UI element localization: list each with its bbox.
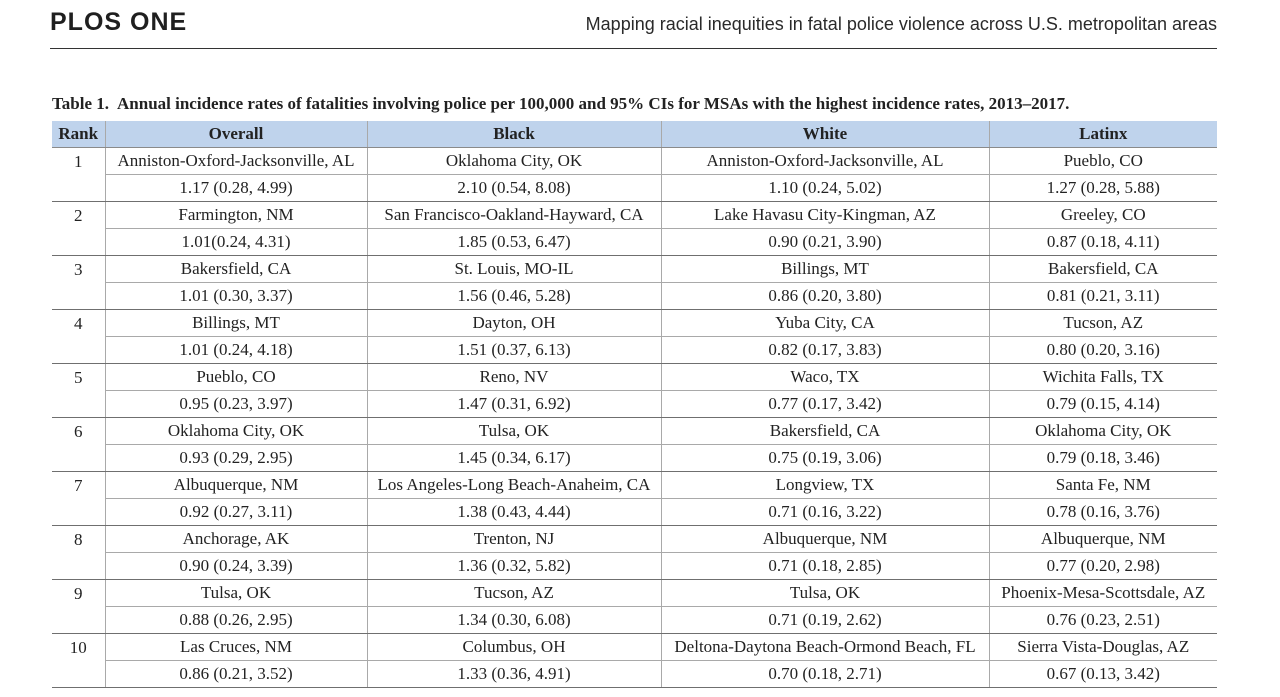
latinx-rate-cell: 0.76 (0.23, 2.51) bbox=[989, 607, 1217, 634]
table-body bbox=[52, 148, 1217, 688]
black-area-cell: Oklahoma City, OK bbox=[367, 148, 661, 175]
table-row-area bbox=[52, 256, 1217, 283]
table-row-rate bbox=[52, 445, 1217, 472]
latinx-rate-cell: 0.77 (0.20, 2.98) bbox=[989, 553, 1217, 580]
table-row-rate bbox=[52, 391, 1217, 418]
black-rate-cell: 1.36 (0.32, 5.82) bbox=[367, 553, 661, 580]
column-header-overall: Overall bbox=[105, 121, 367, 148]
rank-cell: 7 bbox=[52, 472, 105, 526]
white-area-cell: Billings, MT bbox=[661, 256, 989, 283]
black-rate-cell: 1.38 (0.43, 4.44) bbox=[367, 499, 661, 526]
black-area-cell: Dayton, OH bbox=[367, 310, 661, 337]
overall-area-cell: Anchorage, AK bbox=[105, 526, 367, 553]
rank-cell: 5 bbox=[52, 364, 105, 418]
overall-rate-cell: 1.01 (0.30, 3.37) bbox=[105, 283, 367, 310]
column-header-black: Black bbox=[367, 121, 661, 148]
table-row-area bbox=[52, 310, 1217, 337]
table-row-rate bbox=[52, 229, 1217, 256]
rank-cell: 8 bbox=[52, 526, 105, 580]
black-rate-cell: 1.85 (0.53, 6.47) bbox=[367, 229, 661, 256]
table-row-rate bbox=[52, 175, 1217, 202]
white-area-cell: Tulsa, OK bbox=[661, 580, 989, 607]
latinx-area-cell: Pueblo, CO bbox=[989, 148, 1217, 175]
latinx-area-cell: Sierra Vista-Douglas, AZ bbox=[989, 634, 1217, 661]
overall-rate-cell: 0.93 (0.29, 2.95) bbox=[105, 445, 367, 472]
rank-cell: 3 bbox=[52, 256, 105, 310]
table-row-area bbox=[52, 148, 1217, 175]
table-row-rate bbox=[52, 283, 1217, 310]
overall-rate-cell: 0.90 (0.24, 3.39) bbox=[105, 553, 367, 580]
column-header-rank: Rank bbox=[52, 121, 105, 148]
latinx-rate-cell: 0.67 (0.13, 3.42) bbox=[989, 661, 1217, 688]
latinx-area-cell: Santa Fe, NM bbox=[989, 472, 1217, 499]
rank-cell: 6 bbox=[52, 418, 105, 472]
black-rate-cell: 1.56 (0.46, 5.28) bbox=[367, 283, 661, 310]
overall-area-cell: Farmington, NM bbox=[105, 202, 367, 229]
running-title: Mapping racial inequities in fatal police violence across U.S. metropolitan areas bbox=[585, 14, 1217, 34]
latinx-rate-cell: 0.81 (0.21, 3.11) bbox=[989, 283, 1217, 310]
overall-rate-cell: 0.95 (0.23, 3.97) bbox=[105, 391, 367, 418]
black-area-cell: Columbus, OH bbox=[367, 634, 661, 661]
column-header-latinx: Latinx bbox=[989, 121, 1217, 148]
overall-rate-cell: 1.01(0.24, 4.31) bbox=[105, 229, 367, 256]
black-rate-cell: 1.34 (0.30, 6.08) bbox=[367, 607, 661, 634]
overall-rate-cell: 0.86 (0.21, 3.52) bbox=[105, 661, 367, 688]
table-row-area bbox=[52, 418, 1217, 445]
black-rate-cell: 2.10 (0.54, 8.08) bbox=[367, 175, 661, 202]
white-area-cell: Albuquerque, NM bbox=[661, 526, 989, 553]
latinx-area-cell: Tucson, AZ bbox=[989, 310, 1217, 337]
black-rate-cell: 1.33 (0.36, 4.91) bbox=[367, 661, 661, 688]
latinx-rate-cell: 0.79 (0.18, 3.46) bbox=[989, 445, 1217, 472]
table-row-area bbox=[52, 364, 1217, 391]
journal-name: PLOS ONE bbox=[50, 8, 188, 36]
latinx-area-cell: Greeley, CO bbox=[989, 202, 1217, 229]
black-area-cell: Reno, NV bbox=[367, 364, 661, 391]
white-rate-cell: 1.10 (0.24, 5.02) bbox=[661, 175, 989, 202]
latinx-rate-cell: 0.79 (0.15, 4.14) bbox=[989, 391, 1217, 418]
white-area-cell: Deltona-Daytona Beach-Ormond Beach, FL bbox=[661, 634, 989, 661]
white-area-cell: Anniston-Oxford-Jacksonville, AL bbox=[661, 148, 989, 175]
white-area-cell: Yuba City, CA bbox=[661, 310, 989, 337]
page-header bbox=[50, 0, 1217, 49]
white-rate-cell: 0.75 (0.19, 3.06) bbox=[661, 445, 989, 472]
white-rate-cell: 0.70 (0.18, 2.71) bbox=[661, 661, 989, 688]
table-row-rate bbox=[52, 553, 1217, 580]
latinx-area-cell: Phoenix-Mesa-Scottsdale, AZ bbox=[989, 580, 1217, 607]
overall-rate-cell: 0.88 (0.26, 2.95) bbox=[105, 607, 367, 634]
table-label: Table 1. bbox=[52, 94, 110, 113]
table-caption bbox=[52, 94, 1069, 114]
table-row-area bbox=[52, 526, 1217, 553]
white-rate-cell: 0.71 (0.18, 2.85) bbox=[661, 553, 989, 580]
white-area-cell: Waco, TX bbox=[661, 364, 989, 391]
overall-area-cell: Bakersfield, CA bbox=[105, 256, 367, 283]
table-row-rate bbox=[52, 607, 1217, 634]
rank-cell: 9 bbox=[52, 580, 105, 634]
overall-area-cell: Anniston-Oxford-Jacksonville, AL bbox=[105, 148, 367, 175]
rank-cell: 2 bbox=[52, 202, 105, 256]
overall-area-cell: Albuquerque, NM bbox=[105, 472, 367, 499]
black-area-cell: Los Angeles-Long Beach-Anaheim, CA bbox=[367, 472, 661, 499]
latinx-rate-cell: 0.78 (0.16, 3.76) bbox=[989, 499, 1217, 526]
overall-area-cell: Pueblo, CO bbox=[105, 364, 367, 391]
overall-area-cell: Las Cruces, NM bbox=[105, 634, 367, 661]
white-area-cell: Bakersfield, CA bbox=[661, 418, 989, 445]
white-rate-cell: 0.86 (0.20, 3.80) bbox=[661, 283, 989, 310]
white-rate-cell: 0.71 (0.19, 2.62) bbox=[661, 607, 989, 634]
table-row-area bbox=[52, 472, 1217, 499]
table-row-rate bbox=[52, 499, 1217, 526]
latinx-rate-cell: 0.87 (0.18, 4.11) bbox=[989, 229, 1217, 256]
black-area-cell: San Francisco-Oakland-Hayward, CA bbox=[367, 202, 661, 229]
black-area-cell: Tucson, AZ bbox=[367, 580, 661, 607]
latinx-area-cell: Bakersfield, CA bbox=[989, 256, 1217, 283]
black-area-cell: St. Louis, MO-IL bbox=[367, 256, 661, 283]
overall-rate-cell: 1.01 (0.24, 4.18) bbox=[105, 337, 367, 364]
black-area-cell: Trenton, NJ bbox=[367, 526, 661, 553]
overall-area-cell: Oklahoma City, OK bbox=[105, 418, 367, 445]
white-rate-cell: 0.77 (0.17, 3.42) bbox=[661, 391, 989, 418]
latinx-rate-cell: 0.80 (0.20, 3.16) bbox=[989, 337, 1217, 364]
incidence-rates-table bbox=[52, 121, 1217, 688]
black-rate-cell: 1.45 (0.34, 6.17) bbox=[367, 445, 661, 472]
rank-cell: 10 bbox=[52, 634, 105, 688]
table-row-area bbox=[52, 202, 1217, 229]
overall-rate-cell: 0.92 (0.27, 3.11) bbox=[105, 499, 367, 526]
white-area-cell: Lake Havasu City-Kingman, AZ bbox=[661, 202, 989, 229]
column-header-white: White bbox=[661, 121, 989, 148]
table-row-rate bbox=[52, 661, 1217, 688]
table-row-area bbox=[52, 580, 1217, 607]
overall-rate-cell: 1.17 (0.28, 4.99) bbox=[105, 175, 367, 202]
black-area-cell: Tulsa, OK bbox=[367, 418, 661, 445]
latinx-area-cell: Oklahoma City, OK bbox=[989, 418, 1217, 445]
white-rate-cell: 0.71 (0.16, 3.22) bbox=[661, 499, 989, 526]
white-area-cell: Longview, TX bbox=[661, 472, 989, 499]
table-header-row bbox=[52, 121, 1217, 148]
black-rate-cell: 1.47 (0.31, 6.92) bbox=[367, 391, 661, 418]
black-rate-cell: 1.51 (0.37, 6.13) bbox=[367, 337, 661, 364]
rank-cell: 1 bbox=[52, 148, 105, 202]
latinx-area-cell: Wichita Falls, TX bbox=[989, 364, 1217, 391]
white-rate-cell: 0.82 (0.17, 3.83) bbox=[661, 337, 989, 364]
white-rate-cell: 0.90 (0.21, 3.90) bbox=[661, 229, 989, 256]
rank-cell: 4 bbox=[52, 310, 105, 364]
overall-area-cell: Billings, MT bbox=[105, 310, 367, 337]
overall-area-cell: Tulsa, OK bbox=[105, 580, 367, 607]
table-row-area bbox=[52, 634, 1217, 661]
latinx-area-cell: Albuquerque, NM bbox=[989, 526, 1217, 553]
table-caption-text: Annual incidence rates of fatalities involving police per 100,000 and 95% CIs for MSAs with the highest incidence rates, 2013–2017. bbox=[117, 94, 1070, 113]
table-row-rate bbox=[52, 337, 1217, 364]
latinx-rate-cell: 1.27 (0.28, 5.88) bbox=[989, 175, 1217, 202]
